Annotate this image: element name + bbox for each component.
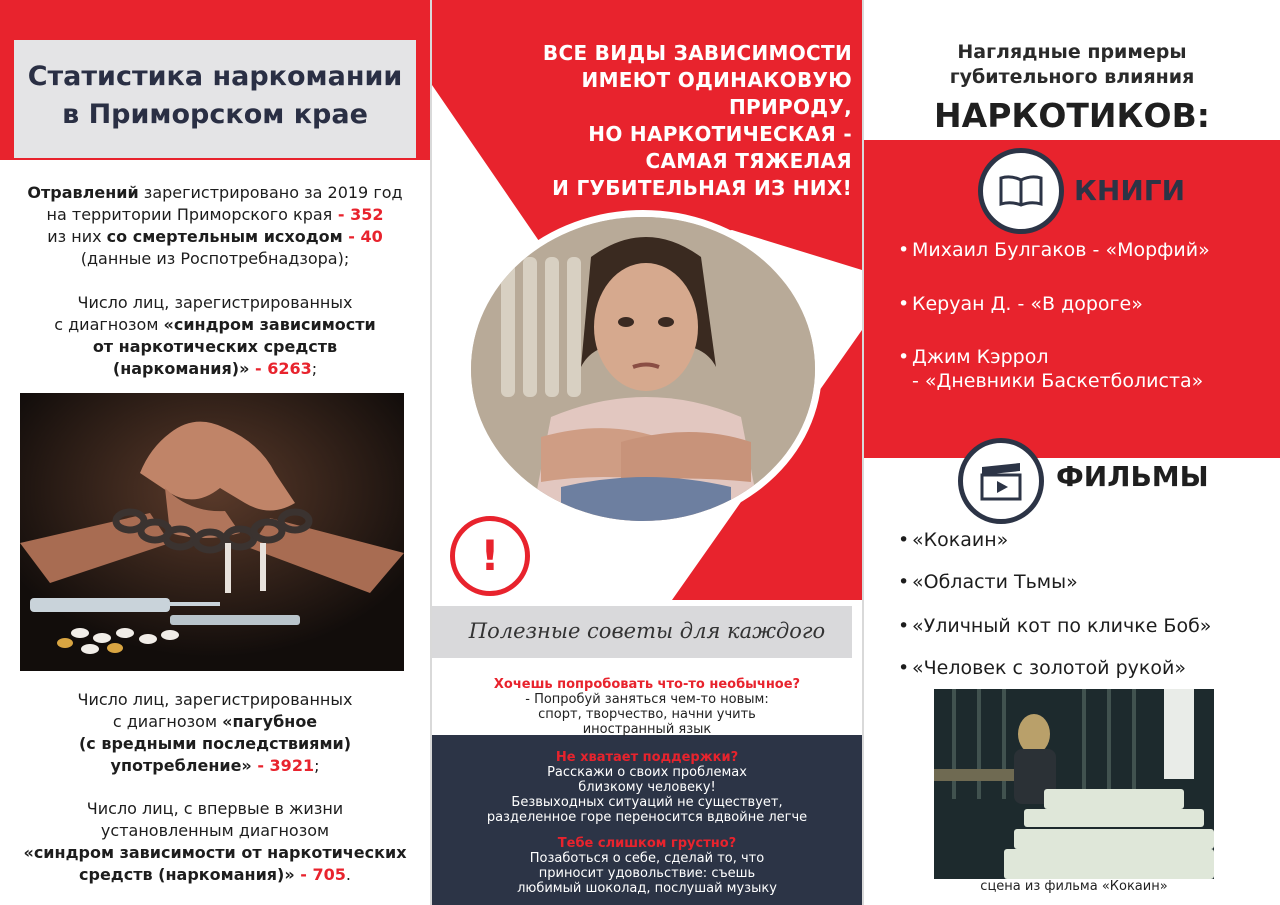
sad-girl-illustration: [471, 217, 815, 521]
stat-text: из них: [47, 227, 107, 246]
stat-text: .: [345, 865, 351, 884]
film-title: «Области Тьмы»: [912, 571, 1078, 593]
stat-harmful-use: [8, 689, 422, 777]
stat-text: с диагнозом: [54, 315, 164, 334]
warning-icon: [450, 516, 530, 596]
stat-label: употребление»: [110, 756, 252, 775]
film-item: [898, 528, 1278, 552]
stat-value: - 6263: [249, 359, 312, 378]
bullet: •: [898, 293, 910, 315]
film-title: «Человек с золотой рукой»: [912, 657, 1186, 679]
stat-text: установленным диагнозом: [100, 821, 330, 840]
bullet: •: [898, 239, 910, 261]
stat-poisonings: [8, 182, 422, 270]
title-line-1: Статистика наркомании: [27, 61, 403, 92]
bullet: •: [898, 529, 910, 551]
tip-item: [452, 836, 842, 896]
books-heading: КНИГИ: [1074, 174, 1186, 207]
tip-item: [452, 677, 842, 737]
stat-label: от наркотических средств: [92, 337, 338, 356]
book-title: Керуан Д. - «В дороге»: [912, 293, 1143, 315]
clapperboard-icon: [958, 438, 1044, 524]
bullet: •: [898, 657, 910, 679]
stat-first-diagnosis: [8, 798, 422, 886]
tip-question: Хочешь попробовать что-то необычное?: [493, 677, 801, 692]
statistics-title: [14, 58, 416, 134]
stat-label: (наркомания)»: [112, 359, 250, 378]
stat-source: (данные из Роспотребнадзора);: [80, 249, 350, 268]
stat-value: - 352: [332, 205, 384, 224]
stat-label: «пагубное: [222, 712, 318, 731]
book-item: [898, 292, 1278, 316]
title-line-2: губительного влияния: [949, 66, 1195, 88]
chained-hands-illustration: [20, 393, 404, 671]
stat-text: зарегистрировано за 2019 год: [138, 183, 403, 202]
book-title: Джим Кэррол: [912, 346, 1049, 368]
tip-item: [452, 750, 842, 825]
chained-hands-photo: [20, 393, 404, 671]
tip-answer: спорт, творчество, начни учить: [538, 707, 756, 722]
stat-value: - 705: [294, 865, 346, 884]
book-title: Михаил Булгаков - «Морфий»: [912, 239, 1210, 261]
examples-panel: [864, 0, 1280, 905]
tip-answer: иностранный язык: [582, 722, 712, 737]
stat-text: ;: [311, 359, 318, 378]
examples-title: [864, 40, 1280, 90]
tip-answer: - Попробуй заняться чем-то новым:: [525, 692, 769, 707]
tip-answer: Расскажи о своих проблемах: [547, 765, 747, 780]
title-line-2: в Приморском крае: [62, 99, 368, 130]
book-icon-glyph: [999, 174, 1043, 208]
stat-label: «синдром зависимости: [163, 315, 376, 334]
stat-label: (с вредными последствиями): [78, 734, 352, 753]
headline-line: И ГУБИТЕЛЬНАЯ ИЗ НИХ!: [552, 176, 852, 200]
tip-question: Тебе слишком грустно?: [557, 836, 737, 851]
stat-addiction-syndrome: [8, 292, 422, 380]
bullet: •: [898, 571, 910, 593]
headline-line: ВСЕ ВИДЫ ЗАВИСИМОСТИ: [542, 41, 852, 65]
book-item: [898, 345, 1278, 393]
headline-line: ИМЕЮТ ОДИНАКОВУЮ ПРИРОДУ,: [581, 68, 852, 119]
stat-label: «синдром зависимости от наркотических: [23, 843, 407, 862]
stat-label: средств (наркомания)»: [79, 865, 295, 884]
stat-text: ;: [314, 756, 320, 775]
stat-value: - 3921: [251, 756, 315, 775]
title-line-1: Наглядные примеры: [957, 41, 1187, 63]
bullet: •: [898, 615, 910, 637]
tip-answer: разделенное горе переносится вдвойне легче: [486, 810, 808, 825]
stat-label: Отравлений: [27, 183, 139, 202]
tip-question: Не хватает поддержки?: [555, 750, 739, 765]
stat-text: с диагнозом: [112, 712, 223, 731]
stat-text: Число лиц, зарегистрированных: [77, 690, 353, 709]
examples-title-big: НАРКОТИКОВ:: [934, 96, 1210, 135]
book-item: [898, 238, 1278, 262]
tip-answer: приносит удовольствие: съешь: [538, 866, 756, 881]
stat-text: Число лиц, зарегистрированных: [77, 293, 353, 312]
films-heading: ФИЛЬМЫ: [1056, 460, 1209, 493]
film-scene-photo: [934, 689, 1214, 879]
photo-caption: сцена из фильма «Кокаин»: [980, 879, 1168, 894]
clapperboard-icon-glyph: [979, 461, 1023, 501]
film-title: «Уличный кот по кличке Боб»: [912, 615, 1212, 637]
sad-girl-photo: [464, 210, 822, 528]
tip-answer: близкому человеку!: [578, 780, 716, 795]
bullet: •: [898, 346, 910, 368]
tip-answer: Позаботься о себе, сделай то, что: [529, 851, 765, 866]
stat-text: Число лиц, с впервые в жизни: [86, 799, 344, 818]
tip-answer: Безвыходных ситуаций не существует,: [511, 795, 783, 810]
warning-glyph: !: [480, 531, 500, 580]
stat-value: - 40: [342, 227, 383, 246]
stat-text: на территории Приморского края: [46, 205, 333, 224]
film-item: [898, 656, 1278, 680]
film-item: [898, 570, 1278, 594]
headline-line: САМАЯ ТЯЖЕЛАЯ: [645, 149, 852, 173]
book-icon: [978, 148, 1064, 234]
tips-title: Полезные советы для каждого: [468, 619, 826, 643]
stat-label: со смертельным исходом: [106, 227, 343, 246]
film-title: «Кокаин»: [912, 529, 1009, 551]
film-item: [898, 614, 1278, 638]
headline: [462, 40, 862, 202]
statistics-panel: [0, 0, 430, 905]
book-title: - «Дневники Баскетболиста»: [912, 370, 1204, 392]
film-scene-illustration: [934, 689, 1214, 879]
headline-line: НО НАРКОТИЧЕСКАЯ -: [588, 122, 852, 146]
addiction-warning-panel: [432, 0, 862, 905]
tip-answer: любимый шоколад, послушай музыку: [517, 881, 777, 896]
